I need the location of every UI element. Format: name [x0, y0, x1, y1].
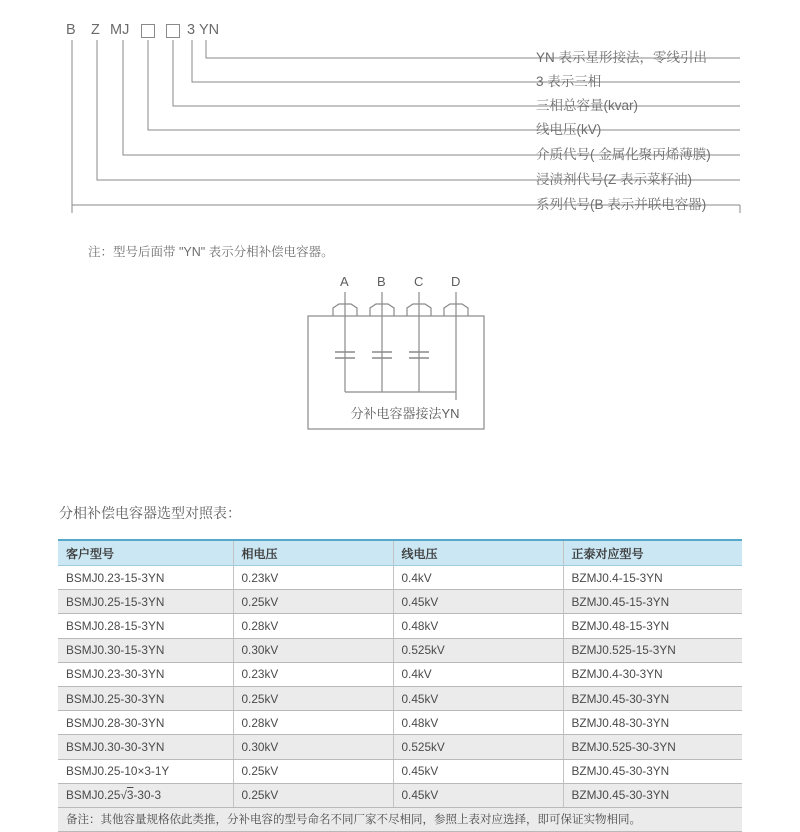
cell-phase-voltage: 0.23kV: [233, 662, 393, 686]
cell-phase-voltage: 0.23kV: [233, 566, 393, 590]
model-code-note: 注：型号后面带 "YN" 表示分相补偿电容器。: [88, 245, 334, 259]
cell-chint-model: BZMJ0.45-15-3YN: [563, 590, 742, 614]
cell-line-voltage: 0.45kV: [393, 590, 563, 614]
table-header-row: [58, 540, 742, 566]
wiring-diagram-caption: 分补电容器接法YN: [350, 406, 460, 421]
cell-customer-model: BSMJ0.28-30-3YN: [58, 711, 233, 735]
table-row: [58, 590, 742, 614]
cell-customer-model: BSMJ0.25-15-3YN: [58, 590, 233, 614]
table-row: [58, 686, 742, 710]
cell-phase-voltage: 0.30kV: [233, 735, 393, 759]
leader-label-impregnant: 浸渍剂代号(Z 表示菜籽油): [536, 172, 692, 187]
terminal-label-b: B: [377, 274, 386, 289]
cell-phase-voltage: 0.25kV: [233, 686, 393, 710]
cell-line-voltage: 0.45kV: [393, 783, 563, 807]
cell-chint-model: BZMJ0.45-30-3YN: [563, 783, 742, 807]
table-body: [58, 566, 742, 808]
terminal-label-a: A: [340, 274, 349, 289]
column-header-line-voltage: 线电压: [393, 540, 563, 566]
cell-chint-model: BZMJ0.4-15-3YN: [563, 566, 742, 590]
cell-line-voltage: 0.4kV: [393, 566, 563, 590]
code-box-capacity: [166, 24, 180, 38]
spec-comparison-table: [58, 539, 742, 832]
cell-line-voltage: 0.525kV: [393, 638, 563, 662]
table-row: [58, 711, 742, 735]
cell-customer-model: BSMJ0.30-30-3YN: [58, 735, 233, 759]
cell-chint-model: BZMJ0.48-15-3YN: [563, 614, 742, 638]
table-row: [58, 759, 742, 783]
cell-line-voltage: 0.45kV: [393, 686, 563, 710]
cell-phase-voltage: 0.28kV: [233, 711, 393, 735]
table-title: 分相补偿电容器选型对照表：: [59, 505, 241, 521]
cell-line-voltage: 0.48kV: [393, 711, 563, 735]
table-row: [58, 614, 742, 638]
leader-label-phase: 3 表示三相: [536, 74, 602, 89]
cell-chint-model: BZMJ0.525-30-3YN: [563, 735, 742, 759]
code-char-series: B: [66, 22, 76, 38]
cell-line-voltage: 0.4kV: [393, 662, 563, 686]
code-char-impregnant: Z: [91, 22, 100, 38]
table-row: [58, 638, 742, 662]
table-row: [58, 662, 742, 686]
cell-phase-voltage: 0.30kV: [233, 638, 393, 662]
cell-customer-model: BSMJ0.25-10×3-1Y: [58, 759, 233, 783]
leader-label-capacity: 三相总容量(kvar): [536, 98, 638, 113]
cell-phase-voltage: 0.25kV: [233, 590, 393, 614]
leader-label-series: 系列代号(B 表示并联电容器): [536, 197, 707, 212]
terminal-label-d: D: [451, 274, 461, 289]
cell-customer-model: BSMJ0.28-15-3YN: [58, 614, 233, 638]
cell-customer-model: BSMJ0.25√3-30-3: [58, 783, 233, 807]
code-box-voltage: [141, 24, 155, 38]
cell-chint-model: BZMJ0.525-15-3YN: [563, 638, 742, 662]
cell-customer-model: BSMJ0.23-15-3YN: [58, 566, 233, 590]
cell-phase-voltage: 0.25kV: [233, 759, 393, 783]
table-row: [58, 735, 742, 759]
table-footer-note: 备注：其他容量规格依此类推，分补电容的型号命名不同厂家不尽相同，参照上表对应选择，即可保证实物相同。: [58, 807, 742, 831]
table-foot: [58, 807, 742, 831]
cell-line-voltage: 0.48kV: [393, 614, 563, 638]
cell-line-voltage: 0.525kV: [393, 735, 563, 759]
cell-customer-model: BSMJ0.30-15-3YN: [58, 638, 233, 662]
column-header-customer-model: 客户型号: [58, 540, 233, 566]
code-char-connection: YN: [199, 22, 220, 38]
table-footer-row: [58, 807, 742, 831]
table-row: [58, 566, 742, 590]
cell-chint-model: BZMJ0.45-30-3YN: [563, 759, 742, 783]
code-char-phase: 3: [187, 22, 196, 38]
cell-chint-model: BZMJ0.45-30-3YN: [563, 686, 742, 710]
leader-label-connection: YN 表示星形接法，零线引出: [536, 50, 708, 65]
cell-customer-model: BSMJ0.23-30-3YN: [58, 662, 233, 686]
leader-label-dielectric: 介质代号( 金属化聚丙烯薄膜): [536, 147, 711, 162]
cell-line-voltage: 0.45kV: [393, 759, 563, 783]
table-row: [58, 783, 742, 807]
wiring-diagram-svg: [290, 272, 520, 452]
cell-customer-model: BSMJ0.25-30-3YN: [58, 686, 233, 710]
column-header-phase-voltage: 相电压: [233, 540, 393, 566]
code-char-dielectric: MJ: [110, 22, 130, 38]
cell-chint-model: BZMJ0.4-30-3YN: [563, 662, 742, 686]
table-head: [58, 540, 742, 566]
capacitor-wiring-diagram: [290, 272, 520, 452]
cell-phase-voltage: 0.28kV: [233, 614, 393, 638]
cell-phase-voltage: 0.25kV: [233, 783, 393, 807]
model-code-designation-diagram: [0, 0, 800, 240]
cell-chint-model: BZMJ0.48-30-3YN: [563, 711, 742, 735]
leader-label-voltage: 线电压(kV): [536, 122, 602, 137]
terminal-label-c: C: [414, 274, 424, 289]
column-header-chint-model: 正泰对应型号: [563, 540, 742, 566]
